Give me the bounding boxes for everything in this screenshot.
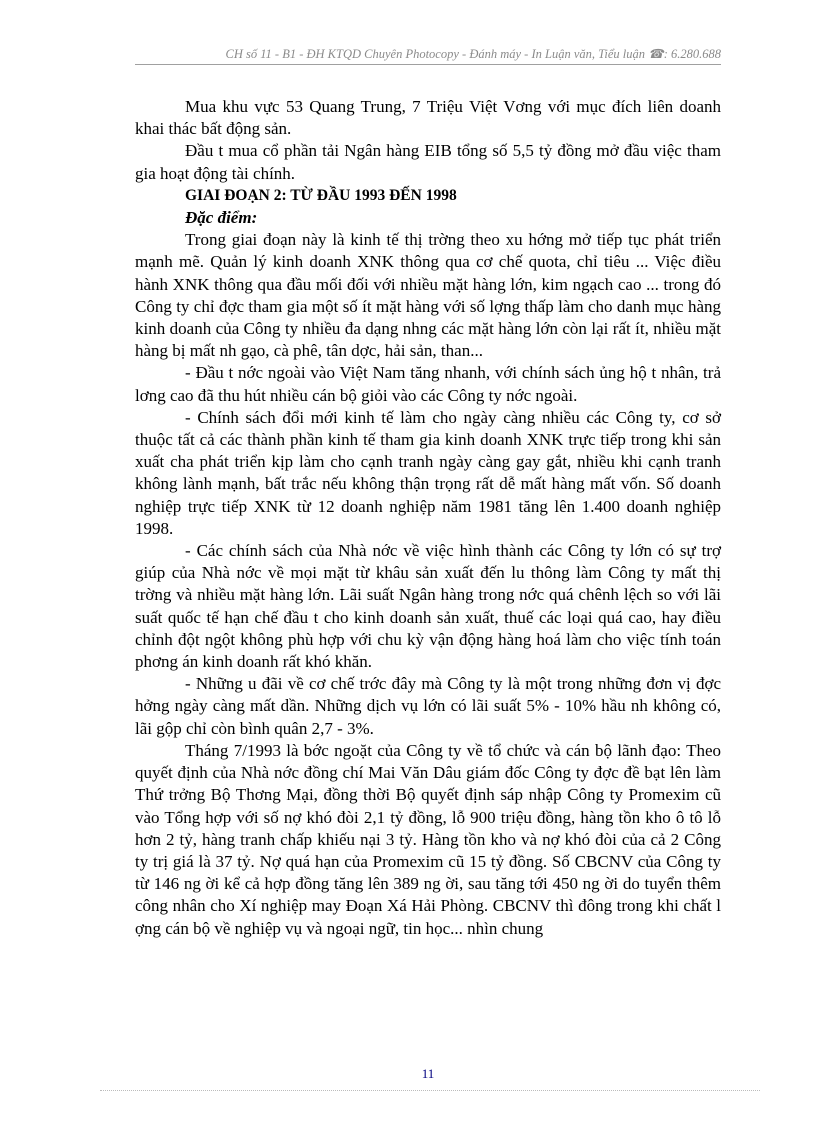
- paragraph-4: - Đầu t nớc ngoài vào Việt Nam tăng nhanh, với chính sách ủng hộ t nhân, trả lơng cao đã thu hút nhiều cán bộ giỏi vào các Công ty nớc ngoài.: [135, 363, 721, 405]
- page-number: 11: [421, 1066, 435, 1081]
- paragraph-3: Trong giai đoạn này là kinh tế thị trờng theo xu hớng mở tiếp tục phát triển mạnh mẽ. Quản lý kinh doanh XNK thông qua cơ chế quota, chỉ tiêu ... Việc điều hành XNK thông qua đầu mối đối với nhiều mặt hàng lớn, kim ngạch cao ... trong đó Công ty chỉ đợc tham gia một số ít mặt hàng với số lợng thấp làm cho danh mục hàng kinh doanh của Công ty nhiều đa dạng nhng các mặt hàng lớn còn lại rất ít, nhiều mặt hàng bị mất nh gạo, cà phê, tân dợc, hải sản, than...: [135, 230, 721, 361]
- paragraph-7: - Những u đãi về cơ chế trớc đây mà Công ty là một trong những đơn vị đợc hởng ngày càng mất dần. Những dịch vụ lớn có lãi suất 5% - 10% hầu nh không có, lãi gộp chỉ còn bình quân 2,7 - 3%.: [135, 674, 721, 738]
- paragraph-8: Tháng 7/1993 là bớc ngoặt của Công ty về tổ chức và cán bộ lãnh đạo: Theo quyết định của Nhà nớc đồng chí Mai Văn Dâu giám đốc Công ty đợc đề bạt lên làm Thứ trởng Bộ Thơng Mại, đồng thời Bộ quyết định sáp nhập Công ty Promexim cũ vào Tổng hợp với số nợ khó đòi 2,1 tỷ đồng, lỗ 900 triệu đồng, hàng tồn kho ô tô lỗ hơn 2 tỷ, hàng tranh chấp khiếu nại 3 tỷ. Hàng tồn kho và nợ khó đòi của cả 2 Công ty trị giá là 37 tỷ. Nợ quá hạn của Promexim cũ 15 tỷ đồng. Số CBCNV của Công ty từ 146 ng ời kể cả hợp đồng tăng lên 389 ng ời, sau tăng tới 450 ng ời do tuyển thêm công nhân cho Xí nghiệp may Đoạn Xá Hải Phòng. CBCNV thì đông trong khi chất l ợng cán bộ về nghiệp vụ và ngoại ngữ, tin học... nhìn chung: [135, 740, 721, 938]
- page-header: CH số 11 - B1 - ĐH KTQD Chuyên Photocopy - Đánh máy - In Luận văn, Tiểu luận ☎: 6.280.688: [225, 47, 721, 61]
- paragraph-5: - Chính sách đổi mới kinh tế làm cho ngày càng nhiều các Công ty, cơ sở thuộc tất cả các thành phần kinh tế tham gia kinh doanh XNK trực tiếp trong khi sản xuất cha phát triển kịp làm cho cạnh tranh ngày càng gay gắt, nhiều khi cạnh tranh không lành mạnh, bất trắc nếu không thận trọng rất dễ mất hàng mất vốn. Số doanh nghiệp trực tiếp XNK từ 12 doanh nghiệp năm 1981 tăng lên 1.400 doanh nghiệp 1998.: [135, 407, 721, 538]
- paragraph-1: Mua khu vực 53 Quang Trung, 7 Triệu Việt Vơng với mục đích liên doanh khai thác bất động sản.: [135, 97, 721, 139]
- paragraph-6: - Các chính sách của Nhà nớc về việc hình thành các Công ty lớn có sự trợ giúp của Nhà nớc về mọi mặt từ khâu sản xuất đến lu thông làm Công ty mất thị trờng và nhiều mặt hàng lớn. Lãi suất Ngân hàng trong nớc quá chênh lệch so với lãi suất quốc tế hạn chế đầu t cho kinh doanh sản xuất, thuế các loại quá cao, hay điều chỉnh đột ngột không phù hợp với chu kỳ vận động hàng hoá làm cho việc tính toán phơng án kinh doanh rất khó khăn.: [135, 541, 721, 672]
- header-divider: [135, 64, 721, 65]
- footer-divider: [100, 1090, 760, 1091]
- paragraph-2: Đầu t mua cổ phần tải Ngân hàng EIB tổng số 5,5 tỷ đồng mở đầu việc tham gia hoạt động tài chính.: [135, 141, 721, 183]
- page-content: [135, 96, 721, 940]
- section-heading: GIAI ĐOẠN 2: TỪ ĐẦU 1993 ĐẾN 1998: [185, 186, 457, 204]
- section-subheading: Đặc điểm:: [185, 208, 258, 228]
